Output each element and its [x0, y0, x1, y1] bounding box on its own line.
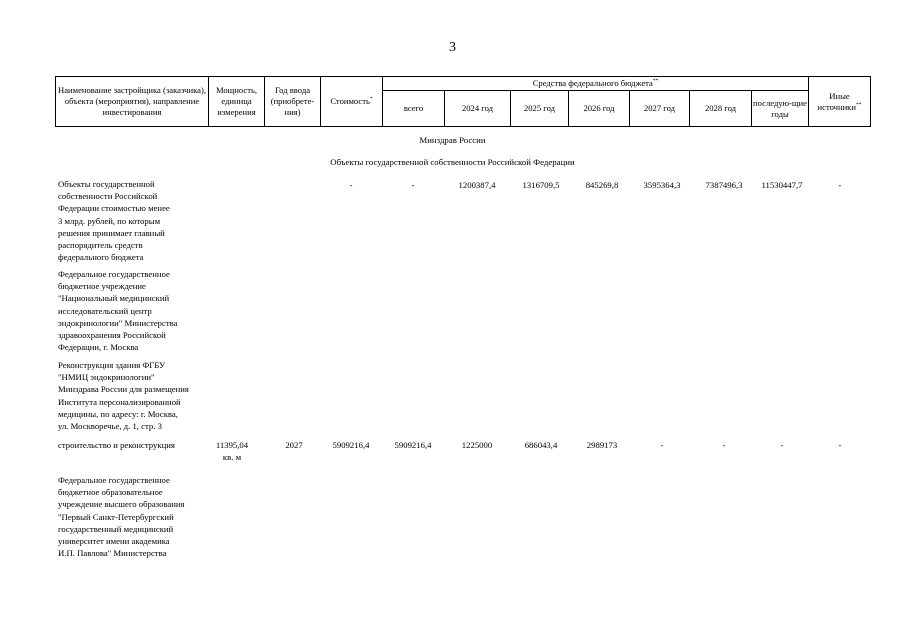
org2-name: Федеральное государственное бюджетное образовательное учреждение высшего образования "Первый Санкт-Петербургский государственный медицинский университет имени академика И.П. Павлова" Министерства	[58, 475, 185, 559]
row2-name: строительство и реконструкция	[58, 440, 175, 450]
row1-2026: 845269,8	[585, 180, 619, 190]
row2-unit: кв. м	[222, 452, 242, 462]
row1-2024: 1200387,4	[458, 180, 496, 190]
federal-footnote-mark: **	[652, 78, 659, 85]
row2-year: 2027	[285, 440, 303, 450]
row1-total: -	[411, 180, 415, 190]
row2-cost: 5909216,4	[332, 440, 370, 450]
row2-2024: 1225000	[461, 440, 493, 450]
header-2028: 2028 год	[690, 91, 752, 127]
row1-name: Объекты государственной собственности Российской Федерации стоимостью менее 3 млрд. рублей, по которым решения принимает главный распорядитель средств федерального бюджета	[58, 179, 170, 263]
row1-later-years: 11530447,7	[761, 180, 803, 190]
org1-name: Федеральное государственное бюджетное учреждение "Национальный медицинский исследовательский центр эндокринологии" Министерства здравоохранения Российской Федерации, г. Москва	[58, 269, 178, 353]
header-federal-budget: Средства федерального бюджета**	[383, 77, 809, 91]
row2-2028: -	[722, 440, 726, 450]
header-later-years: последую-щие годы	[752, 91, 809, 127]
header-name: Наименование застройщика (заказчика), объекта (мероприятия), направление инвестирования	[56, 77, 209, 127]
row1-2027: 3595364,3	[643, 180, 681, 190]
object1-name: Реконструкция здания ФГБУ "НМИЦ эндокринологии" Минздрава России для размещения Института персонализированной медицины, по адресу: г. Москва, ул. Москворечье, д. 1, стр. 3	[58, 360, 189, 432]
row1-other: -	[838, 180, 842, 190]
row1-2025: 1316709,5	[522, 180, 560, 190]
row2-other: -	[838, 440, 842, 450]
header-2027: 2027 год	[630, 91, 690, 127]
header-other-sources: Иные источники**	[809, 77, 871, 127]
row2-2026: 2989173	[586, 440, 618, 450]
header-2025: 2025 год	[511, 91, 569, 127]
section-ministry: Минздрав России	[419, 135, 486, 145]
header-total: всего	[383, 91, 445, 127]
page-number: 3	[449, 40, 456, 55]
header-cost: Стоимость*	[321, 77, 383, 127]
budget-table-header	[55, 76, 871, 127]
row2-total: 5909216,4	[394, 440, 432, 450]
row2-2025: 686043,4	[524, 440, 558, 450]
row2-later-years: -	[780, 440, 784, 450]
header-2026: 2026 год	[569, 91, 630, 127]
header-capacity: Мощность, единица измерения	[209, 77, 265, 127]
section-property: Объекты государственной собственности Российской Федерации	[330, 157, 575, 167]
row1-2028: 7387496,3	[705, 180, 743, 190]
header-year: Год ввода (приобрете-ния)	[265, 77, 321, 127]
row1-cost: -	[349, 180, 353, 190]
header-2024: 2024 год	[445, 91, 511, 127]
other-footnote-mark: **	[855, 101, 862, 108]
row2-2027: -	[660, 440, 664, 450]
cost-footnote-mark: *	[369, 96, 373, 103]
row2-capacity: 11395,04	[215, 440, 249, 450]
